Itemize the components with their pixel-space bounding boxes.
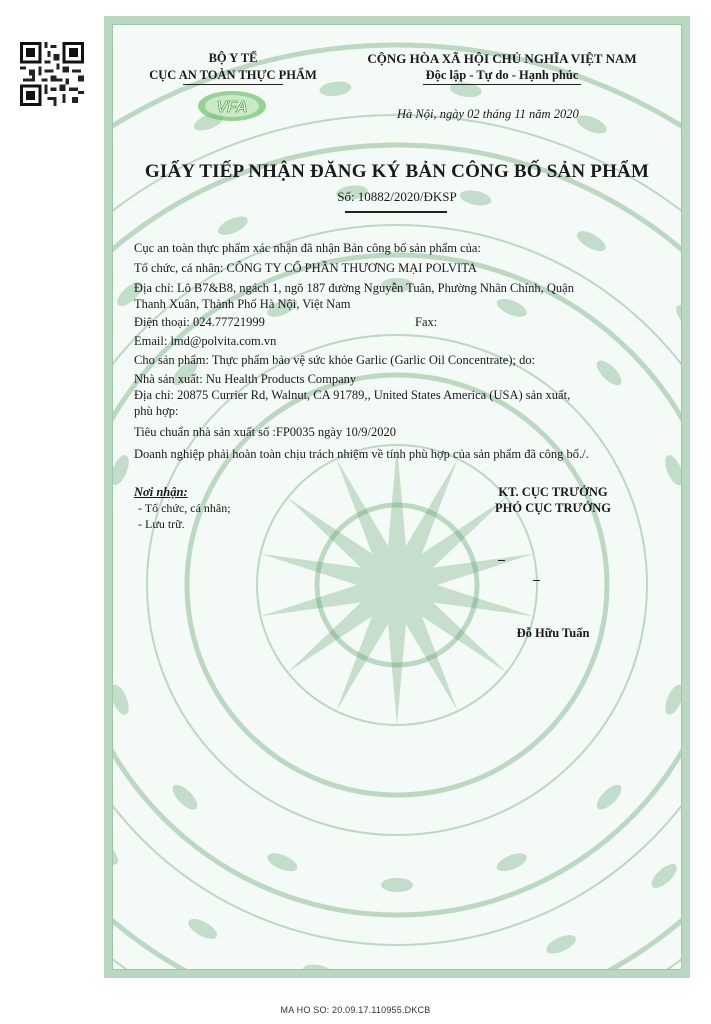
logo-text: VFA	[216, 99, 248, 116]
product-line: Cho sản phẩm: Thực phẩm bảo vệ sức khỏe Garlic (Garlic Oil Concentrate); do:	[134, 353, 536, 367]
certificate-frame	[104, 16, 690, 978]
signature-title-2: PHÓ CỤC TRƯỞNG	[495, 501, 611, 515]
manufacturer-address-2: phù hợp:	[134, 404, 179, 418]
recipient-item: - Tổ chức, cá nhân;	[138, 501, 231, 515]
document-title: GIẤY TIẾP NHẬN ĐĂNG KÝ BẢN CÔNG BỐ SẢN PHẨM	[144, 161, 650, 182]
dossier-code: MA HO SO: 20.09.17.110955.DKCB	[280, 1005, 431, 1015]
recipients-heading: Nơi nhận:	[134, 485, 188, 499]
agency-name: CỤC AN TOÀN THỰC PHẨM	[149, 68, 317, 82]
recipient-item: - Lưu trữ.	[138, 517, 185, 531]
ministry-name: BỘ Y TẾ	[208, 51, 258, 65]
qr-code-icon	[20, 42, 84, 106]
signatory-name: Đỗ Hữu Tuấn	[516, 626, 590, 640]
responsibility-statement: Doanh nghiệp phải hoàn toàn chịu trách nhiệm về tính phù hợp của sản phẩm đã công bố./.	[134, 447, 589, 461]
signature-title-1: KT. CỤC TRƯỞNG	[498, 485, 608, 499]
manufacturer-address-1: Địa chỉ: 20875 Currier Rd, Walnut, CA 91789,, United States America (USA) sản xuất,	[134, 388, 571, 402]
manufacturer: Nhà sản xuất: Nu Health Products Company	[134, 372, 357, 386]
document-number: Số: 10882/2020/ĐKSP	[337, 189, 457, 204]
address-line-2: Thanh Xuân, Thành Phố Hà Nội, Việt Nam	[134, 297, 351, 311]
motto: Độc lập - Tự do - Hạnh phúc	[425, 68, 579, 82]
fax: Fax:	[415, 315, 438, 329]
republic-name: CỘNG HÒA XÃ HỘI CHỦ NGHĨA VIỆT NAM	[367, 51, 637, 66]
email: Email: lmd@polvita.com.vn	[134, 334, 277, 348]
organization: Tổ chức, cá nhân: CÔNG TY CỔ PHẦN THƯƠNG MẠI POLVITA	[134, 261, 477, 275]
phone: Điện thoại: 024.77721999	[134, 315, 265, 329]
intro-text: Cục an toàn thực phẩm xác nhận đã nhận Bản công bố sản phẩm của:	[134, 241, 481, 255]
vfa-logo	[196, 89, 268, 123]
address-line-1: Địa chỉ: Lô B7&B8, ngách 1, ngõ 187 đường Nguyễn Tuân, Phường Nhân Chính, Quận	[134, 281, 574, 295]
date-line: Hà Nội, ngày 02 tháng 11 năm 2020	[397, 107, 579, 121]
manufacturer-standard: Tiêu chuẩn nhà sản xuất số :FP0035 ngày 10/9/2020	[134, 425, 397, 439]
